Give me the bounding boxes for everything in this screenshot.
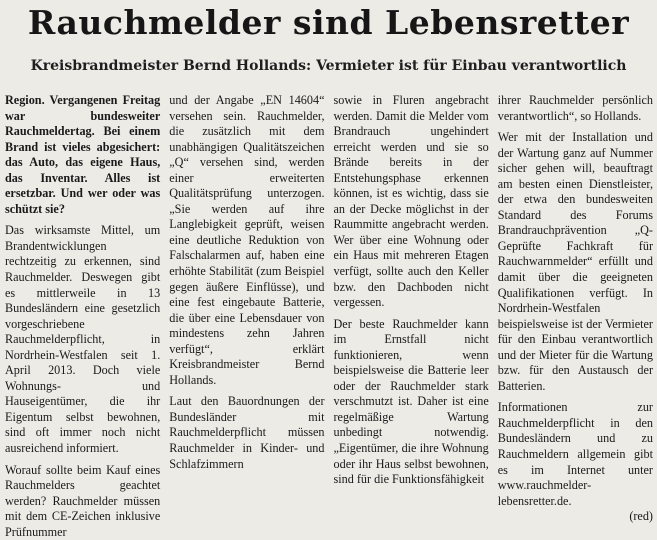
paragraph-5: Wer mit der Installation und der Wartung ganz auf Nummer sicher gehen will, beauftragt am besten einen Dienstleister, der etwa den bundesweiten Standard des Forums Brandrauchprävention „Q-Geprüfte Fachkraft für Rauchwarnmelder“ erfüllt und damit über die geeigneten Qualifikationen verfügt. In Nordrhein-Westfalen beispielsweise ist der Vermieter für den Einbau verantwortlich und der Mieter für die Wartung bzw. für den Austausch der Batterien.	[497, 130, 653, 393]
headline: Rauchmelder sind Lebensretter	[27, 3, 630, 42]
paragraph-6: Informationen zur Rauchmelderpflicht in den Bundesländern und zu Rauchmeldern allgemein gibt es im Internet unter www.rauchmelder-lebensretter.de.	[497, 400, 653, 508]
paragraph-3-part-1: Laut den Bauordnungen der Bundesländer mit Rauchmelderpflicht müssen Rauchmelder in Kinder- und Schlafzimmern	[169, 394, 325, 471]
paragraph-3-part-2: sowie in Fluren angebracht werden. Damit die Melder vom Brandrauch ungehindert erreicht werden und sie so Brände bereits in der Entstehungsphase erkennen können, ist es wichtig, dass sie an der Decke möglichst in der Raummitte angebracht werden. Wer über eine Wohnung oder ein Haus mit mehreren Etagen verfügt, sollte auch den Keller bzw. den Dachboden nicht vergessen.	[333, 93, 489, 310]
column-4	[497, 93, 653, 524]
paragraph-1: Das wirksamste Mittel, um Brandentwicklungen rechtzeitig zu erkennen, sind Rauchmelder. Deswegen gibt es mittlerweile in 13 Bundesländern eine gesetzlich vorgeschriebene Rauchmelderpflicht, in Nordrhein-Westfalen seit 1. April 2013. Doch viele Wohnungs- und Hauseigentümer, die ihr Eigentum selbst bewohnen, sind oft immer noch nicht ausreichend informiert.	[5, 223, 161, 456]
paragraph-2-part-1: Worauf sollte beim Kauf eines Rauchmelders geachtet werden? Rauchmelder müssen mit dem CE-Zeichen inklusive Prüfnummer	[5, 462, 161, 539]
lead-paragraph: Region. Vergangenen Freitag war bundesweiter Rauchmeldertag. Bei einem Brand ist vieles abgesichert: das Auto, das eigene Haus, das Inventar. Alles ist ersetzbar. Und wer oder was schützt sie?	[5, 93, 161, 216]
column-2	[169, 93, 324, 509]
author-credit: (red)	[629, 509, 653, 524]
subheadline: Kreisbrandmeister Bernd Hollands: Vermieter ist für Einbau verantwortlich	[30, 58, 627, 74]
paragraph-2-part-2: und der Angabe „EN 14604“ versehen sein. Rauchmelder, die zusätzlich mit dem unabhängigen Qualitätszeichen „Q“ versehen sind, werden einer erweiterten Qualitätsprüfung unterzogen. „Sie werden auf ihre Langlebigkeit geprüft, weisen eine deutliche Reduktion von Falschalarmen auf, haben eine erhöhte Stabilität (zum Beispiel gegen äußere Einflüsse), und eine fest eingebaute Batterie, die über eine Lebensdauer von mindestens zehn Jahren verfügt“, erklärt Kreisbrandmeister Bernd Hollands.	[169, 93, 325, 387]
paragraph-4-part-1: Der beste Rauchmelder kann im Ernstfall nicht funktionieren, wenn beispielsweise die Batterie leer oder der Rauchmelder stark verschmutzt ist. Daher ist eine regelmäßige Wartung unbedingt notwendig. „Eigentümer, die ihre Wohnung oder ihr Haus selbst bewohnen, sind für die Funktionsfähigkeit	[333, 316, 489, 487]
article-body	[5, 93, 653, 539]
column-1	[5, 93, 161, 539]
paragraph-4-part-2: ihrer Rauchmelder persönlich verantwortlich“, so Hollands.	[497, 93, 653, 123]
column-3	[334, 93, 489, 509]
